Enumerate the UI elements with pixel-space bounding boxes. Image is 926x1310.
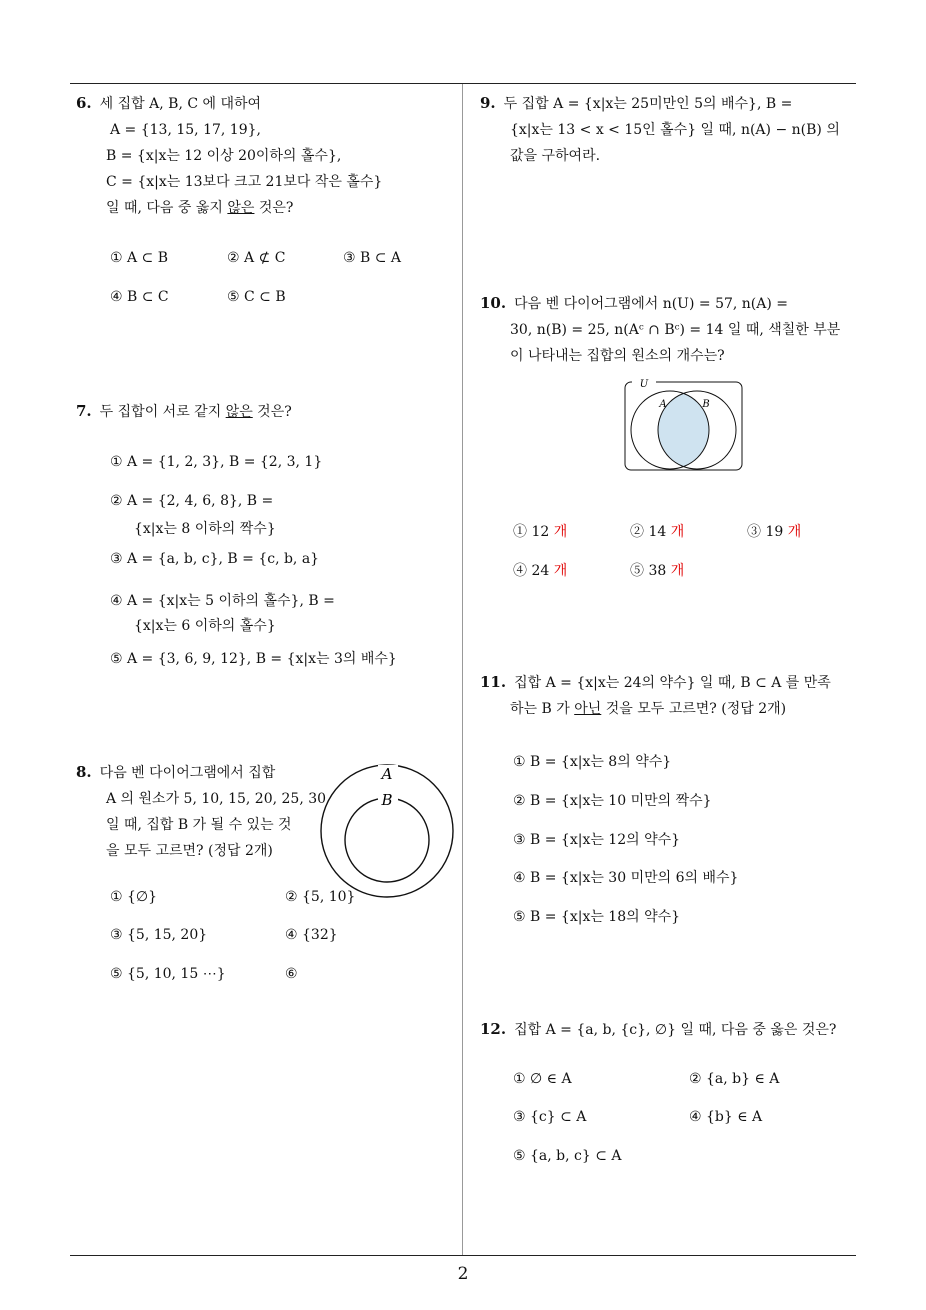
question-7: 7. 두 집합이 서로 같지 않은 것은? <box>76 402 292 420</box>
question-10: 10. 다음 벤 다이어그램에서 n(U) = 57, n(A) = 30, n(B) = 25, n(Aᶜ ∩ Bᶜ) = 14 일 때, 색칠한 부분 이 나타내는 집합의 원소의 개수는? <box>480 294 841 364</box>
q7-option-2[interactable]: ② A = {2, 4, 6, 8}, B = <box>110 493 274 509</box>
q7-option-5[interactable]: ⑤ A = {3, 6, 9, 12}, B = {x|x는 3의 배수} <box>110 651 397 667</box>
set-b-label: B <box>381 791 393 809</box>
question-text: 세 집합 A, B, C 에 대하여 <box>99 96 262 112</box>
q10-option-4[interactable]: ④ 24 개 <box>513 563 568 579</box>
question-prompt: 일 때, 다음 중 옳지 않은 것은? <box>106 200 294 216</box>
set-c-definition: C = {x|x는 13보다 크고 21보다 작은 홀수} <box>106 174 383 190</box>
venn-diagram-two-sets <box>622 374 746 474</box>
question-number: 10. <box>480 294 507 312</box>
q7-option-4-cont: {x|x는 6 이하의 홀수} <box>134 618 276 634</box>
q11-option-4[interactable]: ④ B = {x|x는 30 미만의 6의 배수} <box>513 870 739 886</box>
question-9: 9. 두 집합 A = {x|x는 25미만인 5의 배수}, B = {x|x는 13 < x < 15인 홀수} 일 때, n(A) − n(B) 의 값을 구하여라. <box>480 94 840 164</box>
q11-option-5[interactable]: ⑤ B = {x|x는 18의 약수} <box>513 909 681 925</box>
q8-option-2[interactable]: ② {5, 10} <box>285 889 356 905</box>
set-a-label: A <box>381 765 393 783</box>
q6-option-2[interactable]: ② A ⊄ C <box>227 250 286 266</box>
question-number: 8. <box>76 763 92 781</box>
q7-option-4[interactable]: ④ A = {x|x는 5 이하의 홀수}, B = <box>110 593 335 609</box>
question-number: 7. <box>76 402 92 420</box>
question-8: 8. 다음 벤 다이어그램에서 집합 A 의 원소가 5, 10, 15, 20, 25, 30 일 때, 집합 B 가 될 수 있는 것 을 모두 고르면? (정답 2개) <box>76 763 327 859</box>
bottom-rule <box>70 1255 856 1256</box>
q12-option-4[interactable]: ④ {b} ∈ A <box>689 1109 763 1125</box>
question-11: 11. 집합 A = {x|x는 24의 약수} 일 때, B ⊂ A 를 만족 하는 B 가 아닌 것을 모두 고르면? (정답 2개) <box>480 673 831 717</box>
question-number: 12. <box>480 1020 507 1038</box>
universal-set-label: U <box>639 379 649 390</box>
set-b-label: B <box>702 399 710 410</box>
q12-option-2[interactable]: ② {a, b} ∈ A <box>689 1071 780 1087</box>
q8-option-6[interactable]: ⑥ <box>285 966 298 982</box>
question-12: 12. 집합 A = {a, b, {c}, ∅} 일 때, 다음 중 옳은 것은? <box>480 1020 837 1038</box>
q10-option-3[interactable]: ③ 19 개 <box>747 524 802 540</box>
q12-option-5[interactable]: ⑤ {a, b, c} ⊂ A <box>513 1148 622 1164</box>
question-number: 11. <box>480 673 507 691</box>
q7-option-2-cont: {x|x는 8 이하의 짝수} <box>134 521 276 537</box>
q6-option-3[interactable]: ③ B ⊂ A <box>343 250 402 266</box>
q11-option-1[interactable]: ① B = {x|x는 8의 약수} <box>513 754 672 770</box>
q8-option-5[interactable]: ⑤ {5, 10, 15 ⋯} <box>110 966 226 982</box>
q10-option-1[interactable]: ① 12 개 <box>513 524 568 540</box>
q8-option-4[interactable]: ④ {32} <box>285 927 338 943</box>
q8-option-1[interactable]: ① {∅} <box>110 889 158 905</box>
nested-venn-diagram <box>318 762 458 906</box>
set-a-label: A <box>659 399 667 410</box>
q11-option-3[interactable]: ③ B = {x|x는 12의 약수} <box>513 832 681 848</box>
q7-option-3[interactable]: ③ A = {a, b, c}, B = {c, b, a} <box>110 551 320 567</box>
question-number: 9. <box>480 94 496 112</box>
question-number: 6. <box>76 94 92 112</box>
q6-option-4[interactable]: ④ B ⊂ C <box>110 289 169 305</box>
q7-option-1[interactable]: ① A = {1, 2, 3}, B = {2, 3, 1} <box>110 454 323 470</box>
column-divider <box>462 84 463 1256</box>
set-a-definition: A = {13, 15, 17, 19}, <box>110 122 261 138</box>
q6-option-1[interactable]: ① A ⊂ B <box>110 250 169 266</box>
top-rule <box>70 83 856 84</box>
page-number: 2 <box>457 1264 469 1284</box>
q11-option-2[interactable]: ② B = {x|x는 10 미만의 짝수} <box>513 793 712 809</box>
question-6 <box>76 90 446 221</box>
q8-option-3[interactable]: ③ {5, 15, 20} <box>110 927 208 943</box>
q12-option-3[interactable]: ③ {c} ⊂ A <box>513 1109 587 1125</box>
q10-option-2[interactable]: ② 14 개 <box>630 524 685 540</box>
q6-option-5[interactable]: ⑤ C ⊂ B <box>227 289 286 305</box>
set-b-definition: B = {x|x는 12 이상 20이하의 홀수}, <box>106 148 342 164</box>
q10-option-5[interactable]: ⑤ 38 개 <box>630 563 685 579</box>
q12-option-1[interactable]: ① ∅ ∈ A <box>513 1071 572 1087</box>
